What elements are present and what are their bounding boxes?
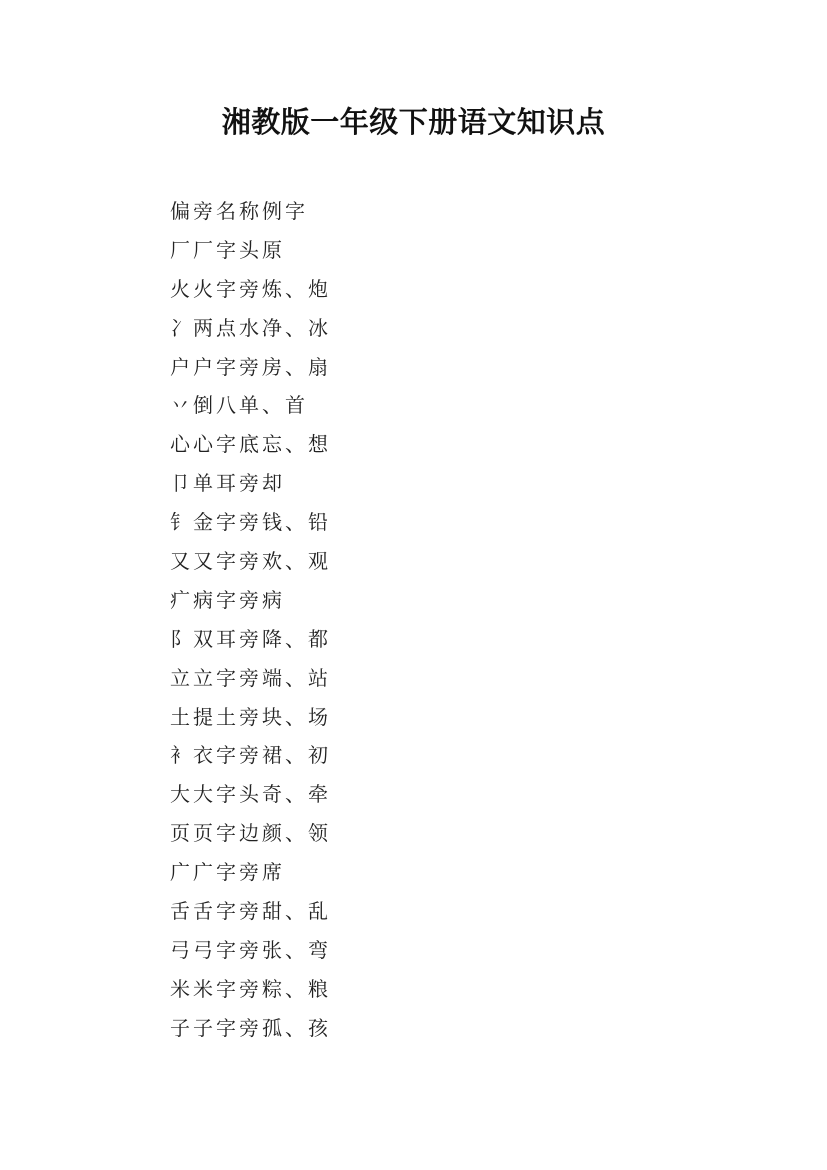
- document-title: 湘教版一年级下册语文知识点: [221, 105, 606, 139]
- list-item: 弓弓字旁张、弯: [170, 937, 331, 962]
- list-item: 土提土旁块、场: [170, 704, 331, 729]
- list-item: 页页字边颜、领: [170, 821, 331, 846]
- list-item: 广广字旁席: [170, 860, 285, 885]
- list-item: 心心字底忘、想: [170, 432, 331, 457]
- list-item: 偏旁名称例字: [170, 199, 308, 223]
- list-item: 又又字旁欢、观: [170, 549, 331, 574]
- list-item: 户户字旁房、扇: [170, 354, 331, 379]
- list-item: 疒病字旁病: [170, 587, 285, 612]
- radical-list: [170, 196, 331, 1052]
- list-item: 厂厂字头原: [170, 237, 285, 262]
- list-item: 立立字旁端、站: [170, 665, 331, 690]
- list-item: 舌舌字旁甜、乱: [170, 899, 331, 924]
- list-item: 丷倒八单、首: [170, 393, 308, 418]
- list-item: 卩单耳旁却: [170, 471, 285, 496]
- list-item: 米米字旁粽、粮: [170, 976, 331, 1001]
- list-item: 阝双耳旁降、都: [170, 626, 331, 651]
- list-item: 子子字旁孤、孩: [170, 1015, 331, 1040]
- list-item: 火火字旁炼、炮: [170, 276, 331, 301]
- list-item: 冫两点水净、冰: [170, 315, 331, 340]
- list-item: 大大字头奇、牵: [170, 782, 331, 807]
- list-item: 衤衣字旁裙、初: [170, 743, 331, 768]
- list-item: 钅金字旁钱、铅: [170, 510, 331, 535]
